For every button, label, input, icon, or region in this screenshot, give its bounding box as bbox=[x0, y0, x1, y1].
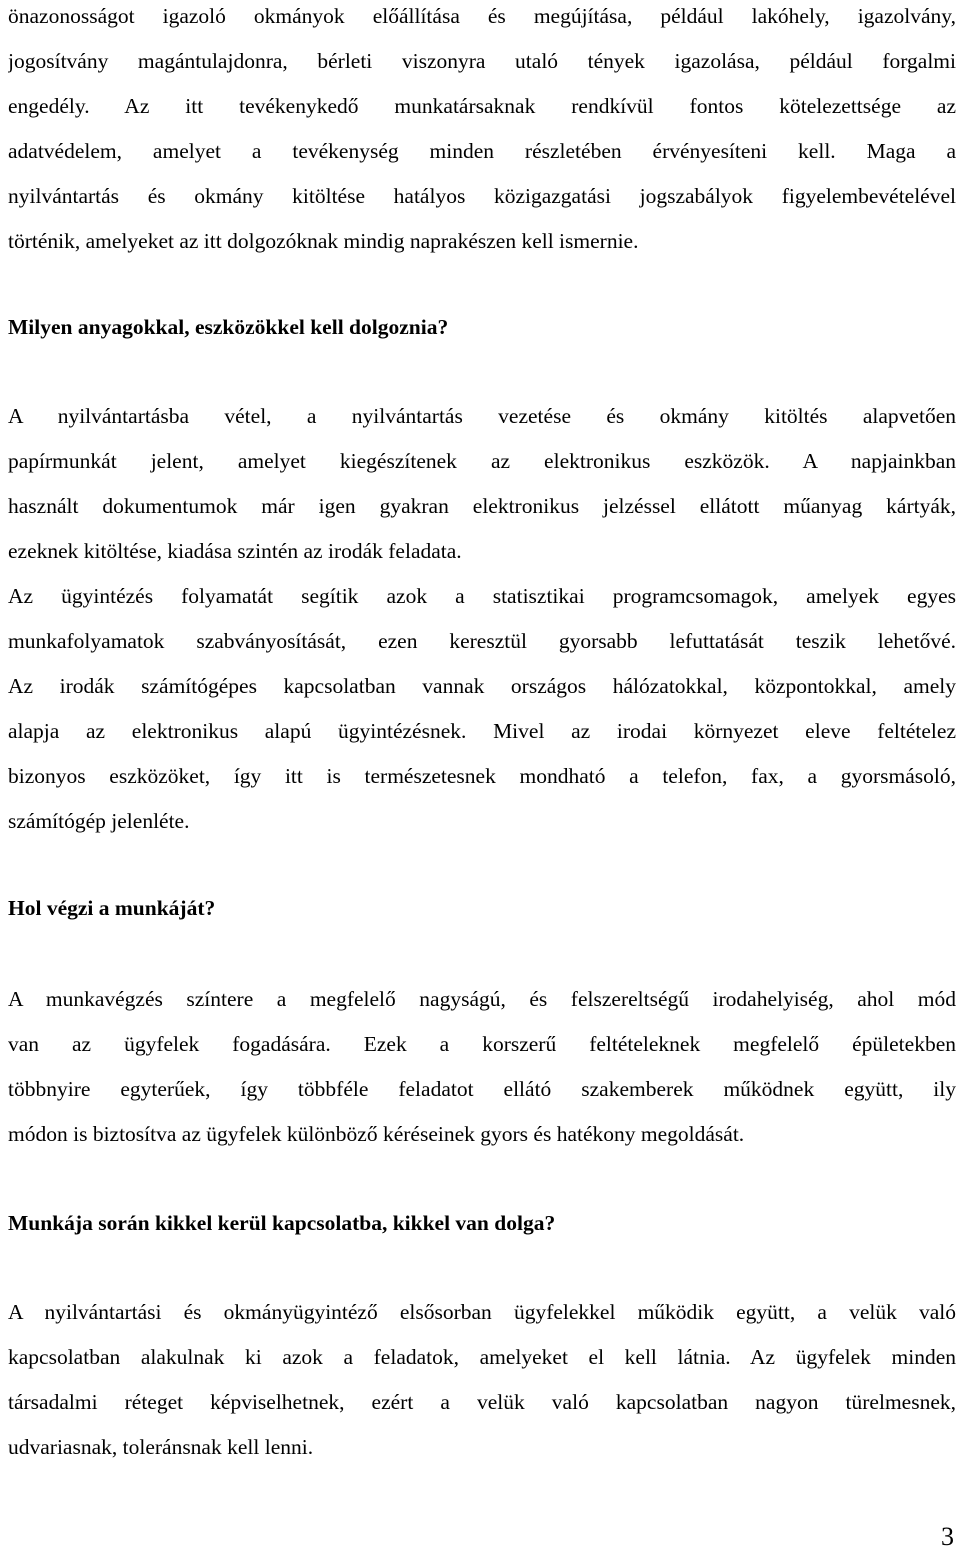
section-heading: Hol végzi a munkáját? bbox=[8, 896, 216, 920]
paragraph-line: adatvédelem, amelyet a tevékenység minden részletében érvényesíteni kell. Maga a bbox=[8, 139, 956, 163]
paragraph-line: önazonosságot igazoló okmányok előállítása és megújítása, például lakóhely, igazolvány, bbox=[8, 4, 956, 28]
paragraph-line: jogosítvány magántulajdonra, bérleti viszonyra utaló tények igazolása, például forgalmi bbox=[8, 49, 956, 73]
paragraph-line: kapcsolatban alakulnak ki azok a feladatok, amelyeket el kell látnia. Az ügyfelek minden bbox=[8, 1345, 956, 1369]
paragraph-line: A nyilvántartási és okmányügyintéző elsősorban ügyfelekkel működik együtt, a velük való bbox=[8, 1300, 956, 1324]
page-number: 3 bbox=[941, 1522, 954, 1551]
paragraph-line: papírmunkát jelent, amelyet kiegészítenek az elektronikus eszközök. A napjainkban bbox=[8, 449, 956, 473]
paragraph-line: számítógép jelenléte. bbox=[8, 809, 190, 833]
paragraph-line: bizonyos eszközöket, így itt is természetesnek mondható a telefon, fax, a gyorsmásoló, bbox=[8, 764, 956, 788]
paragraph-line: munkafolyamatok szabványosítását, ezen keresztül gyorsabb lefuttatását teszik lehetővé. bbox=[8, 629, 956, 653]
paragraph-line: Az ügyintézés folyamatát segítik azok a statisztikai programcsomagok, amelyek egyes bbox=[8, 584, 956, 608]
paragraph-line: A munkavégzés színtere a megfelelő nagyságú, és felszereltségű irodahelyiség, ahol mód bbox=[8, 987, 956, 1011]
paragraph-line: történik, amelyeket az itt dolgozóknak mindig naprakészen kell ismernie. bbox=[8, 229, 639, 253]
paragraph-line: A nyilvántartásba vétel, a nyilvántartás vezetése és okmány kitöltés alapvetően bbox=[8, 404, 956, 428]
paragraph-line: engedély. Az itt tevékenykedő munkatársaknak rendkívül fontos kötelezettsége az bbox=[8, 94, 956, 118]
section-heading: Munkája során kikkel kerül kapcsolatba, kikkel van dolga? bbox=[8, 1211, 556, 1235]
section-heading: Milyen anyagokkal, eszközökkel kell dolgoznia? bbox=[8, 315, 449, 339]
paragraph-line: alapja az elektronikus alapú ügyintézésnek. Mivel az irodai környezet eleve feltételez bbox=[8, 719, 956, 743]
paragraph-line: Az irodák számítógépes kapcsolatban vannak országos hálózatokkal, központokkal, amely bbox=[8, 674, 956, 698]
paragraph-line: nyilvántartás és okmány kitöltése hatályos közigazgatási jogszabályok figyelembevételével bbox=[8, 184, 956, 208]
paragraph-line: van az ügyfelek fogadására. Ezek a korszerű feltételeknek megfelelő épületekben bbox=[8, 1032, 956, 1056]
paragraph-line: ezeknek kitöltése, kiadása szintén az irodák feladata. bbox=[8, 539, 462, 563]
paragraph-line: használt dokumentumok már igen gyakran elektronikus jelzéssel ellátott műanyag kártyák, bbox=[8, 494, 956, 518]
paragraph-line: társadalmi réteget képviselhetnek, ezért a velük való kapcsolatban nagyon türelmesnek, bbox=[8, 1390, 956, 1414]
paragraph-line: többnyire egyterűek, így többféle feladatot ellátó szakemberek működnek együtt, ily bbox=[8, 1077, 956, 1101]
paragraph-line: módon is biztosítva az ügyfelek különböző kéréseinek gyors és hatékony megoldását. bbox=[8, 1122, 745, 1146]
paragraph-line: udvariasnak, toleránsnak kell lenni. bbox=[8, 1435, 314, 1459]
